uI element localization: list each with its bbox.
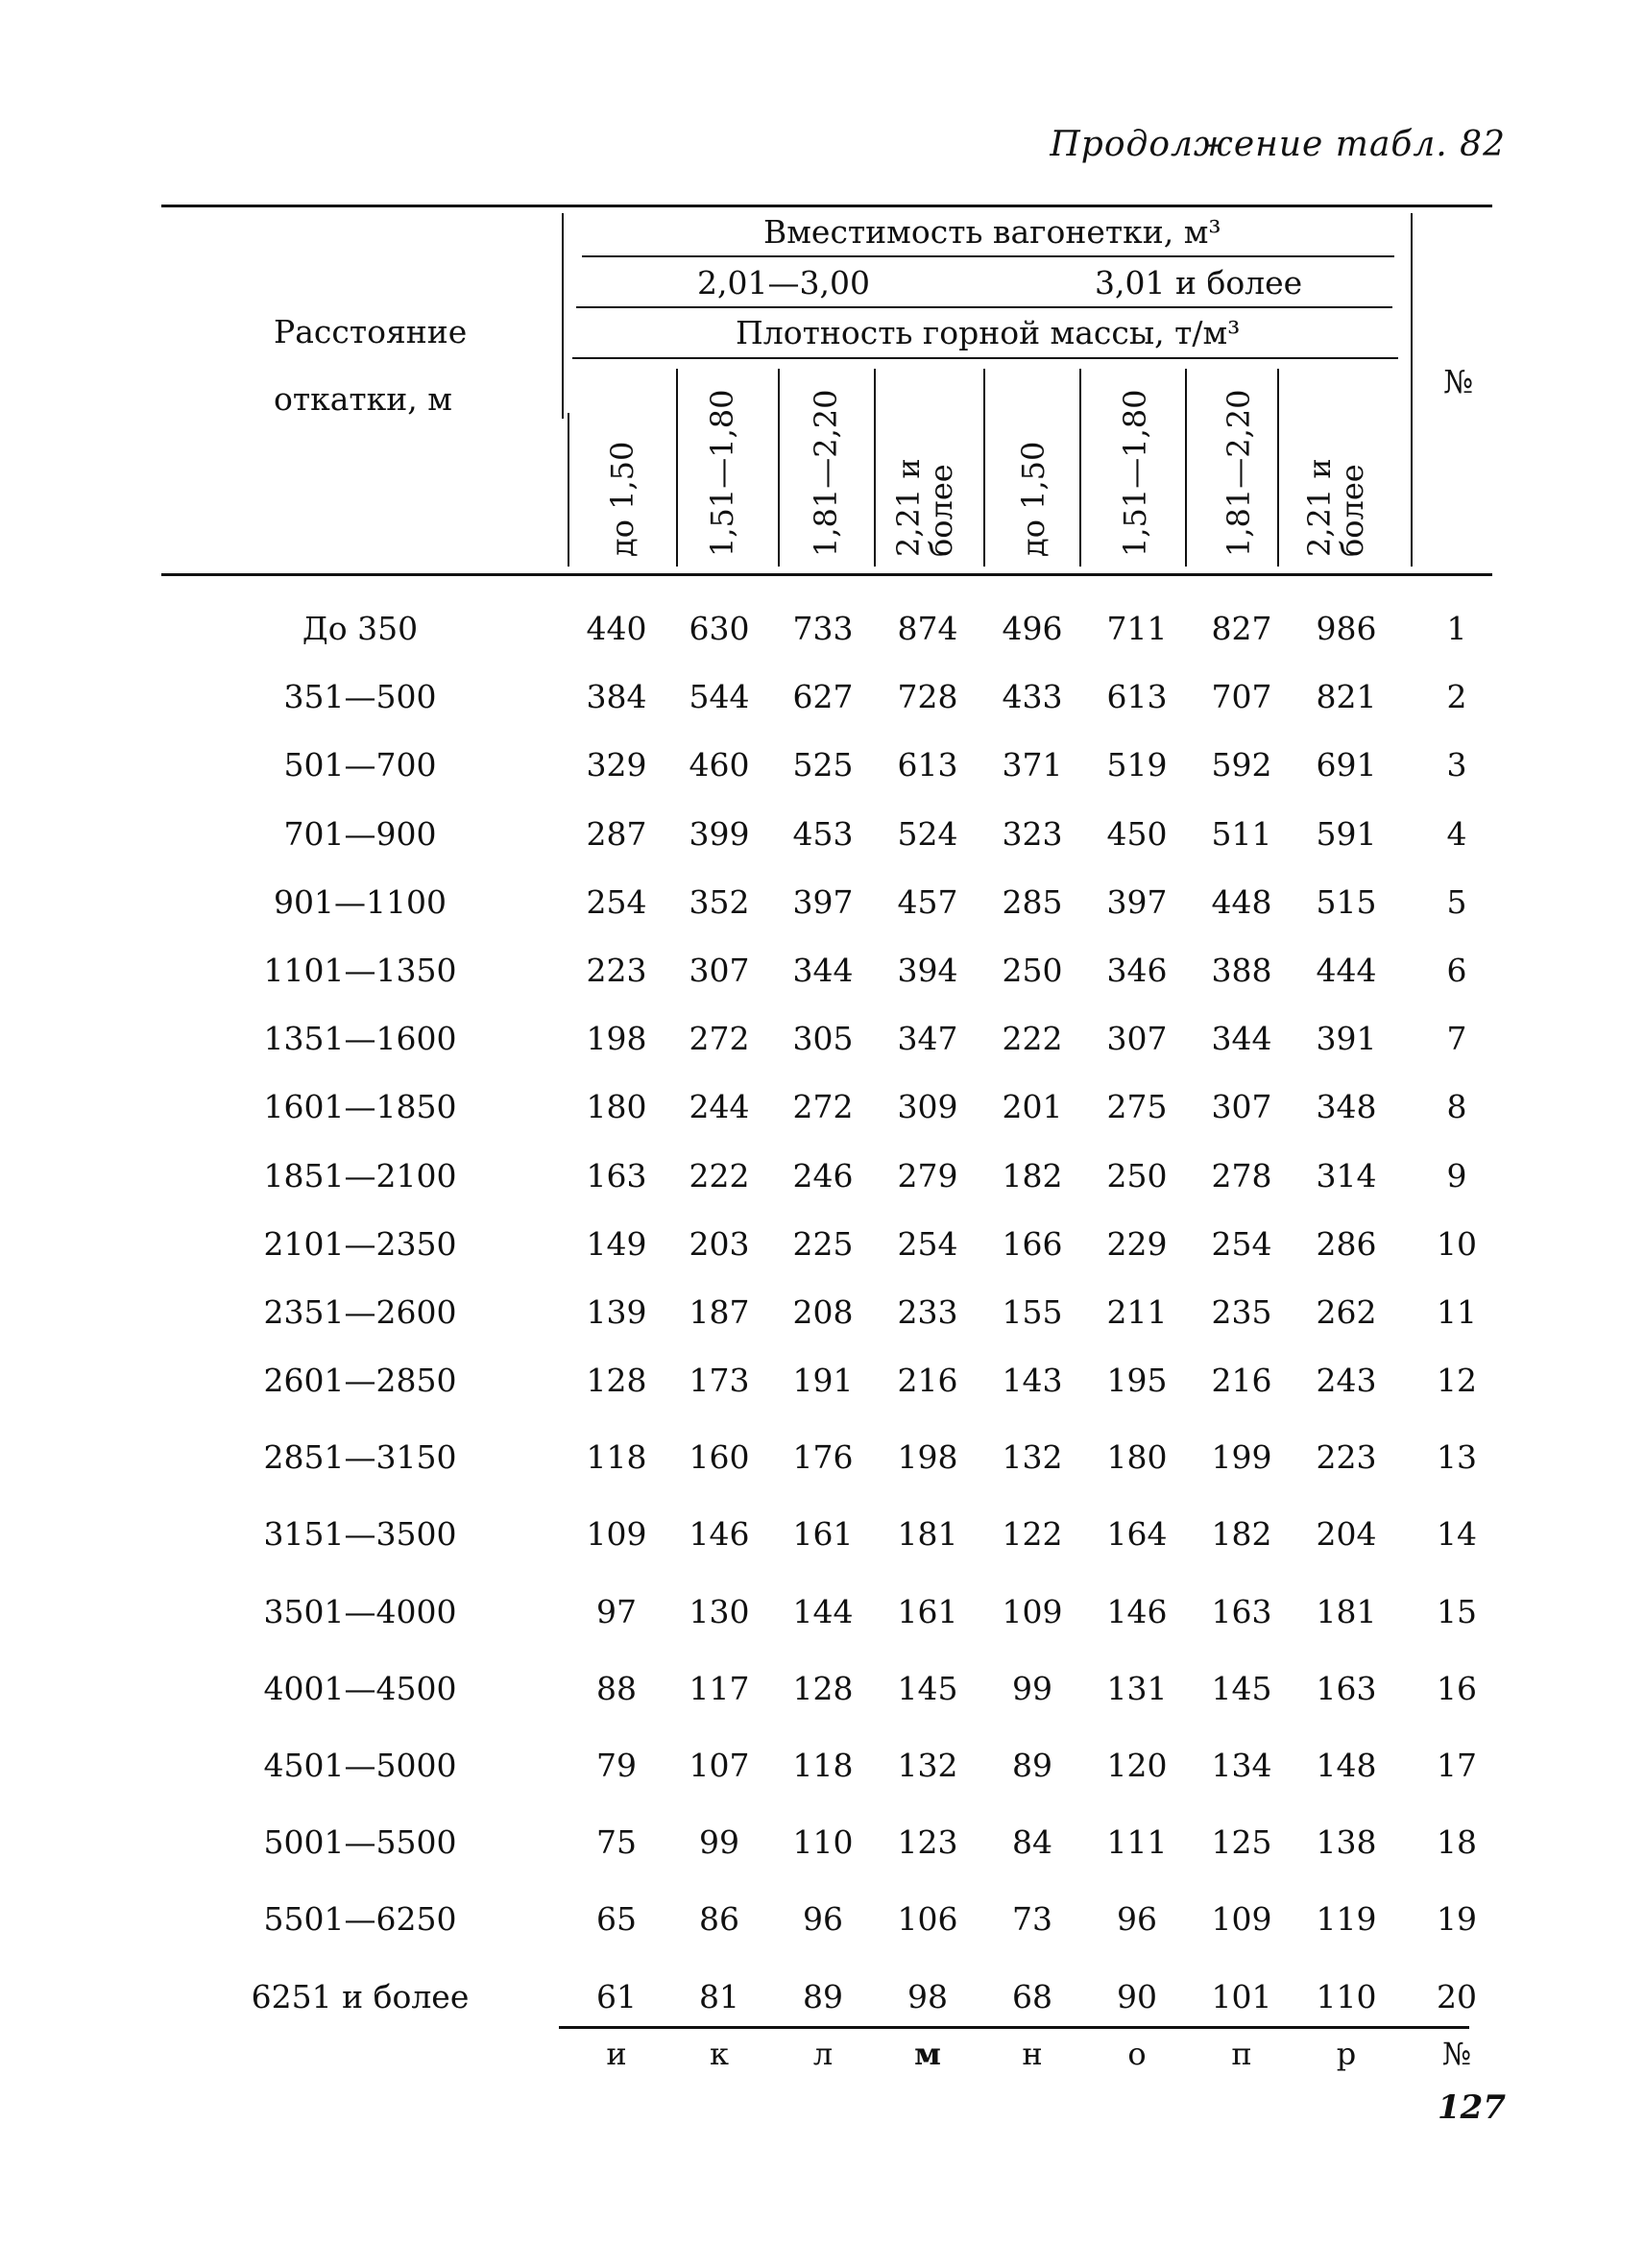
value-cell: 199 (1211, 1438, 1272, 1476)
table-row (0, 1588, 1644, 1636)
value-cell: 61 (596, 1978, 637, 2015)
value-cell: 211 (1106, 1293, 1168, 1331)
footer-letter: о (1127, 2036, 1147, 2072)
row-number-cell: 1 (1446, 610, 1467, 647)
row-number-cell: 7 (1446, 1020, 1467, 1057)
row-number-cell: 14 (1437, 1515, 1477, 1553)
table-row (0, 1289, 1644, 1337)
capacity-underline (582, 255, 1394, 257)
distance-cell: 4001—4500 (263, 1670, 457, 1707)
distance-cell: 5501—6250 (263, 1900, 457, 1938)
value-cell: 344 (1211, 1020, 1272, 1057)
row-number-cell: 4 (1446, 815, 1467, 853)
page-number: 127 (1438, 2088, 1506, 2127)
value-cell: 733 (792, 610, 854, 647)
value-cell: 457 (897, 883, 958, 921)
value-cell: 123 (897, 1823, 958, 1861)
value-cell: 149 (586, 1225, 647, 1263)
distance-cell: 2851—3150 (263, 1438, 457, 1476)
value-cell: 384 (586, 678, 647, 715)
value-cell: 68 (1012, 1978, 1052, 2015)
row-number-cell: 18 (1437, 1823, 1477, 1861)
density-column-header: 2,21 и более (890, 458, 959, 557)
value-cell: 182 (1002, 1157, 1063, 1194)
number-header: № (1443, 363, 1474, 400)
table-row (0, 1973, 1644, 2021)
value-cell: 544 (689, 678, 750, 715)
value-cell: 519 (1106, 746, 1168, 784)
value-cell: 986 (1316, 610, 1377, 647)
value-cell: 98 (907, 1978, 948, 2015)
value-cell: 208 (792, 1293, 854, 1331)
value-cell: 450 (1106, 815, 1168, 853)
table-top-rule (161, 205, 1492, 207)
table-row (0, 741, 1644, 789)
table-row (0, 1819, 1644, 1867)
value-cell: 173 (689, 1362, 750, 1399)
density-divider (1079, 369, 1081, 567)
capacity-group-underline (576, 306, 1392, 308)
value-cell: 106 (897, 1900, 958, 1938)
row-header-line-2: откатки, м (274, 380, 452, 418)
value-cell: 97 (596, 1593, 637, 1630)
value-cell: 180 (1106, 1438, 1168, 1476)
value-cell: 285 (1002, 883, 1063, 921)
value-cell: 630 (689, 610, 750, 647)
value-cell: 388 (1211, 952, 1272, 989)
density-divider (1185, 369, 1187, 567)
value-cell: 176 (792, 1438, 854, 1476)
density-column-header: 1,51—1,80 (1117, 389, 1153, 557)
density-divider (676, 369, 678, 567)
value-cell: 101 (1211, 1978, 1272, 2015)
distance-cell: 2101—2350 (263, 1225, 457, 1263)
value-cell: 161 (792, 1515, 854, 1553)
value-cell: 346 (1106, 952, 1168, 989)
value-cell: 144 (792, 1593, 854, 1630)
value-cell: 107 (689, 1747, 750, 1784)
distance-cell: 701—900 (283, 815, 437, 853)
value-cell: 453 (792, 815, 854, 853)
value-cell: 229 (1106, 1225, 1168, 1263)
value-cell: 110 (792, 1823, 854, 1861)
value-cell: 131 (1106, 1670, 1168, 1707)
row-number-cell: 2 (1446, 678, 1467, 715)
row-number-cell: 5 (1446, 883, 1467, 921)
value-cell: 166 (1002, 1225, 1063, 1263)
value-cell: 827 (1211, 610, 1272, 647)
distance-cell: 2351—2600 (263, 1293, 457, 1331)
value-cell: 99 (699, 1823, 739, 1861)
table-row (0, 1083, 1644, 1131)
value-cell: 203 (689, 1225, 750, 1263)
value-cell: 117 (689, 1670, 750, 1707)
table-row (0, 1665, 1644, 1713)
header-bottom-rule (161, 573, 1492, 576)
value-cell: 132 (897, 1747, 958, 1784)
value-cell: 254 (586, 883, 647, 921)
value-cell: 287 (586, 815, 647, 853)
value-cell: 222 (689, 1157, 750, 1194)
row-number-cell: 19 (1437, 1900, 1477, 1938)
value-cell: 591 (1316, 815, 1377, 853)
distance-cell: 3501—4000 (263, 1593, 457, 1630)
value-cell: 148 (1316, 1747, 1377, 1784)
table-row (0, 947, 1644, 995)
table-row (0, 1357, 1644, 1405)
value-cell: 821 (1316, 678, 1377, 715)
value-cell: 272 (689, 1020, 750, 1057)
value-cell: 163 (1211, 1593, 1272, 1630)
value-cell: 352 (689, 883, 750, 921)
value-cell: 243 (1316, 1362, 1377, 1399)
value-cell: 109 (1002, 1593, 1063, 1630)
value-cell: 198 (897, 1438, 958, 1476)
value-cell: 182 (1211, 1515, 1272, 1553)
density-divider (874, 369, 876, 567)
value-cell: 122 (1002, 1515, 1063, 1553)
value-cell: 89 (1012, 1747, 1052, 1784)
value-cell: 246 (792, 1157, 854, 1194)
distance-cell: 2601—2850 (263, 1362, 457, 1399)
value-cell: 216 (1211, 1362, 1272, 1399)
value-cell: 460 (689, 746, 750, 784)
value-cell: 146 (1106, 1593, 1168, 1630)
value-cell: 305 (792, 1020, 854, 1057)
value-cell: 84 (1012, 1823, 1052, 1861)
value-cell: 118 (792, 1747, 854, 1784)
value-cell: 329 (586, 746, 647, 784)
value-cell: 125 (1211, 1823, 1272, 1861)
row-number-cell: 20 (1437, 1978, 1477, 2015)
value-cell: 225 (792, 1225, 854, 1263)
value-cell: 145 (1211, 1670, 1272, 1707)
value-cell: 88 (596, 1670, 637, 1707)
value-cell: 250 (1106, 1157, 1168, 1194)
value-cell: 99 (1012, 1670, 1052, 1707)
value-cell: 201 (1002, 1088, 1063, 1125)
density-column-header: до 1,50 (1015, 441, 1052, 557)
footer-number: № (1441, 2036, 1472, 2072)
value-cell: 433 (1002, 678, 1063, 715)
value-cell: 286 (1316, 1225, 1377, 1263)
table-row (0, 1015, 1644, 1063)
value-cell: 444 (1316, 952, 1377, 989)
value-cell: 525 (792, 746, 854, 784)
value-cell: 371 (1002, 746, 1063, 784)
value-cell: 344 (792, 952, 854, 989)
value-cell: 307 (1106, 1020, 1168, 1057)
footer-letter: к (710, 2036, 729, 2072)
value-cell: 394 (897, 952, 958, 989)
value-cell: 448 (1211, 883, 1272, 921)
table-row (0, 1742, 1644, 1790)
capacity-group-2: 3,01 и более (1095, 264, 1303, 302)
value-cell: 180 (586, 1088, 647, 1125)
value-cell: 187 (689, 1293, 750, 1331)
value-cell: 711 (1106, 610, 1168, 647)
value-cell: 164 (1106, 1515, 1168, 1553)
value-cell: 307 (1211, 1088, 1272, 1125)
value-cell: 145 (897, 1670, 958, 1707)
row-number-cell: 15 (1437, 1593, 1477, 1630)
value-cell: 204 (1316, 1515, 1377, 1553)
footer-letter: л (812, 2036, 834, 2072)
footer-letter: п (1231, 2036, 1252, 2072)
density-divider (983, 369, 985, 567)
value-cell: 86 (699, 1900, 739, 1938)
distance-cell: 6251 и более (251, 1978, 470, 2015)
value-cell: 132 (1002, 1438, 1063, 1476)
row-number-cell: 3 (1446, 746, 1467, 784)
value-cell: 399 (689, 815, 750, 853)
value-cell: 397 (792, 883, 854, 921)
density-column-header: до 1,50 (604, 441, 641, 557)
value-cell: 440 (586, 610, 647, 647)
value-cell: 627 (792, 678, 854, 715)
value-cell: 278 (1211, 1157, 1272, 1194)
density-header: Плотность горной массы, т/м³ (736, 314, 1241, 351)
value-cell: 195 (1106, 1362, 1168, 1399)
density-underline (572, 357, 1398, 359)
distance-cell: 1601—1850 (263, 1088, 457, 1125)
header-divider-right (1411, 213, 1413, 567)
table-row (0, 879, 1644, 927)
value-cell: 254 (897, 1225, 958, 1263)
value-cell: 314 (1316, 1157, 1377, 1194)
value-cell: 109 (1211, 1900, 1272, 1938)
value-cell: 707 (1211, 678, 1272, 715)
value-cell: 309 (897, 1088, 958, 1125)
value-cell: 191 (792, 1362, 854, 1399)
row-number-cell: 6 (1446, 952, 1467, 989)
density-column-header: 1,51—1,80 (704, 389, 740, 557)
value-cell: 592 (1211, 746, 1272, 784)
value-cell: 73 (1012, 1900, 1052, 1938)
value-cell: 613 (897, 746, 958, 784)
row-header-line-1: Расстояние (274, 313, 468, 350)
value-cell: 524 (897, 815, 958, 853)
table-row (0, 1895, 1644, 1943)
value-cell: 262 (1316, 1293, 1377, 1331)
density-divider (778, 369, 780, 567)
row-number-cell: 16 (1437, 1670, 1477, 1707)
value-cell: 223 (586, 952, 647, 989)
value-cell: 691 (1316, 746, 1377, 784)
footer-letter: и (606, 2036, 627, 2072)
row-number-cell: 8 (1446, 1088, 1467, 1125)
footer-letter: р (1336, 2036, 1357, 2072)
value-cell: 130 (689, 1593, 750, 1630)
value-cell: 244 (689, 1088, 750, 1125)
distance-cell: 4501—5000 (263, 1747, 457, 1784)
value-cell: 96 (803, 1900, 843, 1938)
density-divider (1277, 369, 1279, 567)
value-cell: 120 (1106, 1747, 1168, 1784)
value-cell: 161 (897, 1593, 958, 1630)
row-number-cell: 11 (1437, 1293, 1477, 1331)
distance-cell: До 350 (302, 610, 419, 647)
value-cell: 96 (1117, 1900, 1157, 1938)
value-cell: 874 (897, 610, 958, 647)
value-cell: 279 (897, 1157, 958, 1194)
value-cell: 89 (803, 1978, 843, 2015)
value-cell: 728 (897, 678, 958, 715)
value-cell: 128 (792, 1670, 854, 1707)
value-cell: 323 (1002, 815, 1063, 853)
page-header: Продолжение табл. 82 (1050, 125, 1506, 164)
value-cell: 139 (586, 1293, 647, 1331)
table-row (0, 1152, 1644, 1200)
table-row (0, 673, 1644, 721)
distance-cell: 1851—2100 (263, 1157, 457, 1194)
value-cell: 110 (1316, 1978, 1377, 2015)
footer-letter: м (914, 2036, 941, 2072)
distance-cell: 901—1100 (274, 883, 447, 921)
distance-cell: 5001—5500 (263, 1823, 457, 1861)
value-cell: 254 (1211, 1225, 1272, 1263)
value-cell: 216 (897, 1362, 958, 1399)
value-cell: 511 (1211, 815, 1272, 853)
distance-cell: 3151—3500 (263, 1515, 457, 1553)
value-cell: 181 (1316, 1593, 1377, 1630)
value-cell: 163 (586, 1157, 647, 1194)
distance-cell: 1351—1600 (263, 1020, 457, 1057)
distance-cell: 1101—1350 (263, 952, 457, 989)
value-cell: 118 (586, 1438, 647, 1476)
table-row (0, 1220, 1644, 1268)
row-number-cell: 12 (1437, 1362, 1477, 1399)
density-column-header: 1,81—2,20 (1221, 389, 1257, 557)
value-cell: 128 (586, 1362, 647, 1399)
value-cell: 250 (1002, 952, 1063, 989)
value-cell: 181 (897, 1515, 958, 1553)
value-cell: 235 (1211, 1293, 1272, 1331)
value-cell: 160 (689, 1438, 750, 1476)
table-row (0, 1510, 1644, 1558)
table-row (0, 810, 1644, 858)
value-cell: 348 (1316, 1088, 1377, 1125)
value-cell: 81 (699, 1978, 739, 2015)
row-number-cell: 13 (1437, 1438, 1477, 1476)
value-cell: 163 (1316, 1670, 1377, 1707)
value-cell: 272 (792, 1088, 854, 1125)
density-divider-left (568, 413, 569, 567)
value-cell: 233 (897, 1293, 958, 1331)
footer-rule (559, 2026, 1469, 2029)
value-cell: 222 (1002, 1020, 1063, 1057)
value-cell: 111 (1106, 1823, 1168, 1861)
value-cell: 307 (689, 952, 750, 989)
value-cell: 146 (689, 1515, 750, 1553)
capacity-header: Вместимость вагонетки, м³ (763, 213, 1221, 251)
value-cell: 134 (1211, 1747, 1272, 1784)
table-row (0, 1434, 1644, 1482)
value-cell: 198 (586, 1020, 647, 1057)
value-cell: 109 (586, 1515, 647, 1553)
value-cell: 223 (1316, 1438, 1377, 1476)
header-divider-left (562, 213, 564, 419)
value-cell: 155 (1002, 1293, 1063, 1331)
value-cell: 90 (1117, 1978, 1157, 2015)
value-cell: 397 (1106, 883, 1168, 921)
distance-cell: 501—700 (283, 746, 437, 784)
table-row (0, 605, 1644, 653)
value-cell: 275 (1106, 1088, 1168, 1125)
value-cell: 391 (1316, 1020, 1377, 1057)
row-number-cell: 10 (1437, 1225, 1477, 1263)
value-cell: 138 (1316, 1823, 1377, 1861)
value-cell: 613 (1106, 678, 1168, 715)
value-cell: 143 (1002, 1362, 1063, 1399)
density-column-header: 2,21 и более (1301, 458, 1370, 557)
distance-cell: 351—500 (283, 678, 437, 715)
value-cell: 496 (1002, 610, 1063, 647)
value-cell: 347 (897, 1020, 958, 1057)
value-cell: 79 (596, 1747, 637, 1784)
footer-letter: н (1022, 2036, 1043, 2072)
value-cell: 75 (596, 1823, 637, 1861)
density-column-header: 1,81—2,20 (808, 389, 844, 557)
row-number-cell: 9 (1446, 1157, 1467, 1194)
value-cell: 65 (596, 1900, 637, 1938)
capacity-group-1: 2,01—3,00 (697, 264, 870, 302)
value-cell: 119 (1316, 1900, 1377, 1938)
row-number-cell: 17 (1437, 1747, 1477, 1784)
value-cell: 515 (1316, 883, 1377, 921)
